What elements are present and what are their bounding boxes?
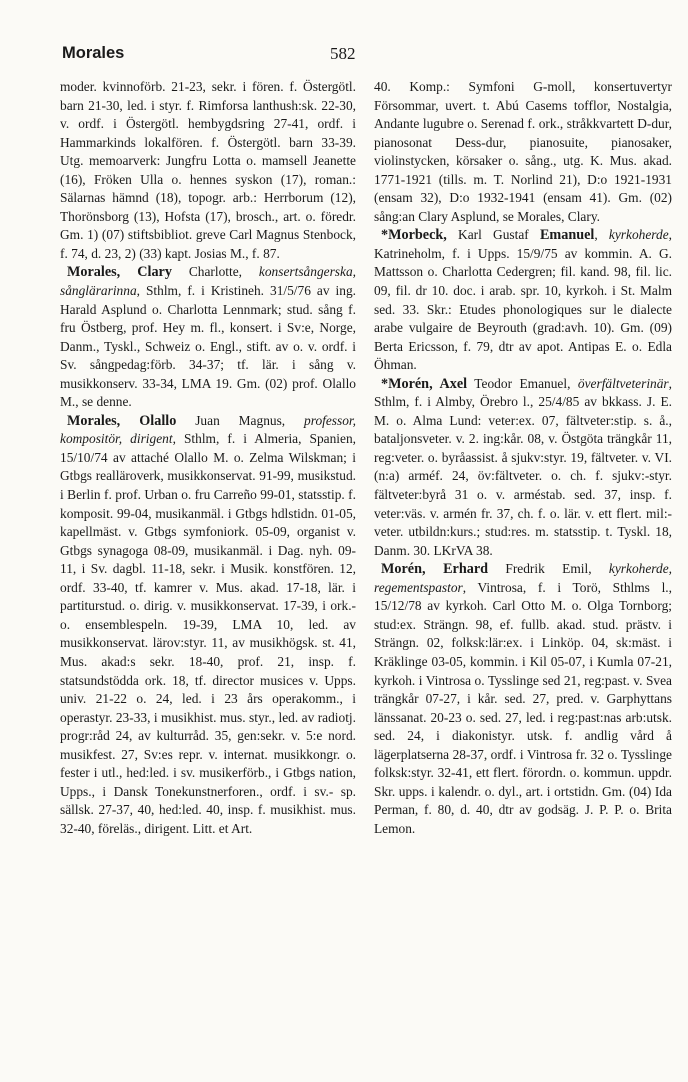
entry-given-names: Karl Gustaf <box>446 227 540 243</box>
entry-titles: kyrkoherde, regementspastor <box>374 561 672 595</box>
right-column <box>374 78 672 838</box>
entry-text: , Sthlm, f. i Kristineh. 31/5/76 av ing. Harald Asplund o. Charlotta Lennmark; stud. sång f. fru Östberg, prof. Hey m. fl., konsert. i Sv:e, Norge, Danm., Tyskl., Schweiz o. Engl., stift. av o. v. ordf. i Sv. sångpedag:förb. 34-37; tf. lär. i sång v. musikkonserv. 33-34, LMA 19. Gm. (02) prof. Olallo M., se denne. <box>60 283 356 410</box>
entry-olallo-morales <box>60 412 356 839</box>
page-header <box>62 44 628 70</box>
entry-erhard-moren <box>374 560 672 838</box>
entry-name: Morales, Clary <box>67 264 172 281</box>
entry-given-names: Charlotte, <box>171 264 259 280</box>
entry-titles: kyrkoherde <box>608 227 669 243</box>
entry-text: , Vintrosa, f. i Torö, Sthlms l., 15/12/78 av kyrkoh. Carl Otto M. o. Olga Tornborg; stud:ex. Strängn. 98, ef. fullb. akad. stud. prästv. i Strängn. 02, folksk:lär:ex. i Linköp. 04, sk:mäst. i Kräklinge 03-05, kommin. i Kil 05-07, i Kumla 07-21, kyrkoh. i Vintrosa o. Tysslinge sed 21, reg:past. v. Svea trängkår 07-27, i kår. sed. 27, pred. v. Garphyttans länssanat. 20-23 o. sed. 27, led. i reg:past:nas arb:utsk. sed. 24, i diakonistyr. utsk. f. andlig vård å lägerplatserna 28-37, ordf. i Vintrosa fr. 32 o. Tysslinge folksk:styr. 32-41, ett flert. förordn. o. kommun. uppdr. Skr. upps. i kalendr. o. dyl., art. i ortstidn. Gm. (04) Ida Perman, f. 80, d. 40, dtr av godsäg. J. P. P. o. Brita Lemon. <box>374 579 672 836</box>
entry-name: Morén, Erhard <box>381 561 489 578</box>
entry-given-names: Juan Magnus, <box>176 412 305 428</box>
running-head: Morales <box>62 44 125 62</box>
entry-titles: konsertsångerska, sånglärarinna <box>60 264 356 299</box>
entry-titles: överfältveterinär <box>577 375 669 391</box>
entry-given-names: Fredrik Emil, <box>488 561 609 577</box>
entry-text: , Katrineholm, f. i Upps. 15/9/75 av kommin. A. G. Mattsson o. Charlotta Cedergren; fil. kand. 98, fil. lic. 09, fil. dr 10. doc. i arab. spr. 10, kyrkoh. i St. Malm sed. 33. Skr.: Etudes phonologiques sur le dialecte arabe vulgaire de Beyrouth (grad:avh. 10). Gm. (09) Berta Ericsson, f. 79, dtr av apot. Antipas E. o. Edla Öhman. <box>374 227 672 373</box>
left-column <box>60 78 356 838</box>
entry-text: , Sthlm, f. i Almeria, Spanien, 15/10/74 av attaché Olallo M. o. Zelma Wilskman; i Gtbgs realläroverk, musikkonservat. 91-99, musikstud. i Berlin f. prof. Urban o. fru Carreño 99-01, statsstip. f. komposit. 99-04, musikanmäl. i Gtbgs hdlstidn. 01-05, kapellmäst. v. Gtbgs symfoniork. 05-09, organist v. Gtbgs synagoga 08-09, musikanmäl. i Dag. nyh. 09-11, i Sv. dagbl. 11-18, sekr. i Musik. konstfören. 12, ordf. 33-40, tf. kamrer v. Mus. akad. 17-18, lär. i partiturstud. o. dirig. v. musikkonservat. 17-39, i ork.- o. ensemblespeln. 19-39, LMA 10, led. av musikkonservat. lärov:styr. 11, av musikhögsk. st. 41, Mus. akad:s sekr. 18-40, prof. 21, insp. f. statsundstödda ork. 18, tf. director musices v. Upps. univ. 21-22 o. 24, led. i 23 års operakomm., i operastyr. 23-33, i musikhist. mus. styr., led. av radiotj. progr:råd 24, av kulturråd. 35, gen:sekr. v. 5:e nord. musikfest. 27, Sv:es repr. v. internat. musikkongr. o. fester i utl., hed:led. i sv. musikerförb., i Gtbgs nation, Upps., i Dansk Tonekunstnerforen., ordf. i sv.- sp. sällsk. 27-37, 40, hed:led. 40, insp. f. musikhist. mus. 32-40, föreläs., dirigent. Litt. et Art. <box>60 431 356 836</box>
entry-clary-morales <box>60 263 356 411</box>
entry-morbeck: *Morbeck, Karl Gustaf Emanuel, kyrkoherde, Katrineholm, f. i Upps. 15/9/75 av kommin. A. G. Mattsson o. Charlotta Cedergren; fil. kand. 98, fil. lic. 09, fil. dr 10. doc. i arab. spr. 10, kyrkoh. i St. Malm sed. 33. Skr.: Etudes phonologiques sur le dialecte arabe vulgaire de Beyrouth (grad:avh. 10). Gm. (09) Berta Ericsson, f. 79, dtr av apot. Antipas E. o. Edla Öhman. <box>374 227 672 373</box>
continuation-text: 40. Komp.: Symfoni G-moll, konsertuvertyr Försommar, uvert. t. Abú Casems tofflor, Nostalgia, Andante lugubre o. Serenad f. ork., stråkkvartett D-dur, pianosonat Dess-dur, pianosuite, pianosaker, violinstycken, körsaker o. sång., utg. K. Mus. akad. 1771-1921 (tills. m. T. Norlind 21), D:o 1921-1931 (ensam 32), D:o 1932-1941 (ensam 41). Gm. (02) sång:an Clary Asplund, se Morales, Clary. <box>374 79 672 224</box>
entry-given-bold: Emanuel <box>539 227 595 244</box>
entry-name: Morales, Olallo <box>67 412 177 429</box>
continuation-text: moder. kvinnoförb. 21-23, sekr. i fören. f. Östergötl. barn 21-30, led. i styr. f. Rimforsa lanthush:sk. 22-30, v. ordf. i Östergötl. hembygdsring 27-41, ordf. i Hammarkinds lokalfören. f. Östergötl. barn 33-39. Utg. memoarverk: Jungfru Lotta o. mamsell Jeanette (16), Fröken Ulla o. hennes syskon (17), roman.: Sälarnas hämnd (18), topogr. arb.: Herrborum (12), Thorönsborg (13), Hofsta (17), brosch., art. o. föredr. Gm. 1) (07) stiftsbibliot. greve Carl Magnus Stenbock, f. 74, d. 23, 2) (33) kapt. Josias M., f. 87. <box>60 79 356 261</box>
entry-name: *Morén, Axel <box>381 375 468 392</box>
entry-name: *Morbeck, <box>381 227 447 244</box>
entry-titles: professor, kompositör, dirigent <box>60 412 356 447</box>
page-number: 582 <box>330 44 356 63</box>
entry-axel-moren <box>374 375 672 560</box>
entry-text: , Sthlm, f. i Almby, Örebro l., 25/4/85 av bkkass. J. E. M. o. Alma Lund: veter:ex. 07, fältveter:stip. s. å., bataljonsveter. v. 2. ing:kår. 08, v. Östgöta trängkår 11, reg:veter. o. byråassist. å sjukv:styr. 19, fältveter. v. VI. (n:a) arméf. 24, öv:fältveter. o. ch. f. sjukv:-styr. fältveter:byrå 31 o. v. arméstab. sed. 37, insp. f. veter:väs. v. armén fr. 37, ch. f. o. lär. v. ett flert. mil:-veter. utbildn:kurs.; stud:res. m. statsstip. t. Tyskl. 18, Danm. 30. LKrVA 38. <box>374 375 672 558</box>
entry-given-names: Teodor Emanuel, <box>467 375 578 391</box>
